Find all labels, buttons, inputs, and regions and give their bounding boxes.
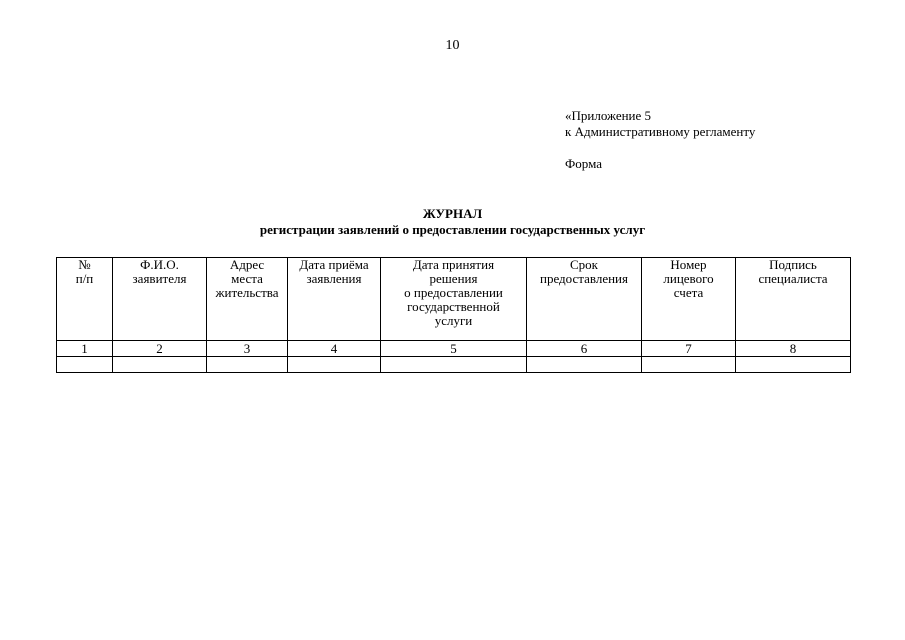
table-header-row (57, 258, 851, 341)
header-cell-text: государственной (407, 299, 500, 314)
empty-cell (207, 357, 288, 373)
table-empty-row (57, 357, 851, 373)
header-cell-text: Подпись (769, 257, 817, 272)
empty-cell (736, 357, 851, 373)
header-cell-text: Дата приёма (299, 257, 369, 272)
journal-table (56, 257, 851, 373)
page-number: 10 (445, 38, 460, 53)
column-number-cell: 5 (381, 341, 527, 357)
column-number-cell: 4 (288, 341, 381, 357)
header-cell-receipt-date (288, 258, 381, 341)
header-cell-text: заявления (306, 271, 362, 286)
header-cell-text: Ф.И.О. (140, 257, 179, 272)
document-title (0, 206, 905, 238)
header-cell-applicant-name (113, 258, 207, 341)
empty-cell (381, 357, 527, 373)
header-cell-text: Номер (670, 257, 707, 272)
title-heading: ЖУРНАЛ (422, 206, 483, 221)
title-subheading: регистрации заявлений о предоставлении государственных услуг (259, 222, 646, 237)
header-cell-text: места (231, 271, 263, 286)
header-cell-text: счета (673, 285, 704, 300)
empty-cell (527, 357, 642, 373)
header-cell-address (207, 258, 288, 341)
empty-cell (113, 357, 207, 373)
appendix-regulation: к Административному регламенту (565, 124, 756, 139)
header-cell-text: о предоставлении (404, 285, 503, 300)
header-cell-decision-date (381, 258, 527, 341)
empty-cell (57, 357, 113, 373)
column-number-cell: 2 (113, 341, 207, 357)
header-cell-text: специалиста (758, 271, 828, 286)
header-cell-text: жительства (215, 285, 279, 300)
header-cell-account-number (642, 258, 736, 341)
header-cell-term (527, 258, 642, 341)
header-cell-number (57, 258, 113, 341)
column-number-cell: 6 (527, 341, 642, 357)
header-cell-text: услуги (434, 313, 473, 328)
column-number-cell: 7 (642, 341, 736, 357)
header-cell-text: Срок (570, 257, 598, 272)
header-cell-text: лицевого (663, 271, 714, 286)
column-number-cell: 3 (207, 341, 288, 357)
column-number-cell: 8 (736, 341, 851, 357)
header-cell-signature (736, 258, 851, 341)
appendix-reference (565, 108, 755, 140)
header-cell-text: п/п (75, 271, 94, 286)
header-cell-text: № (78, 257, 91, 272)
table-column-number-row (57, 341, 851, 357)
column-number-cell: 1 (57, 341, 113, 357)
header-cell-text: решения (429, 271, 478, 286)
form-label: Форма (565, 156, 602, 171)
header-cell-text: предоставления (540, 271, 628, 286)
appendix-title: «Приложение 5 (565, 108, 652, 123)
empty-cell (642, 357, 736, 373)
header-cell-text: заявителя (132, 271, 187, 286)
header-cell-text: Адрес (229, 257, 265, 272)
header-cell-text: Дата принятия (412, 257, 495, 272)
empty-cell (288, 357, 381, 373)
